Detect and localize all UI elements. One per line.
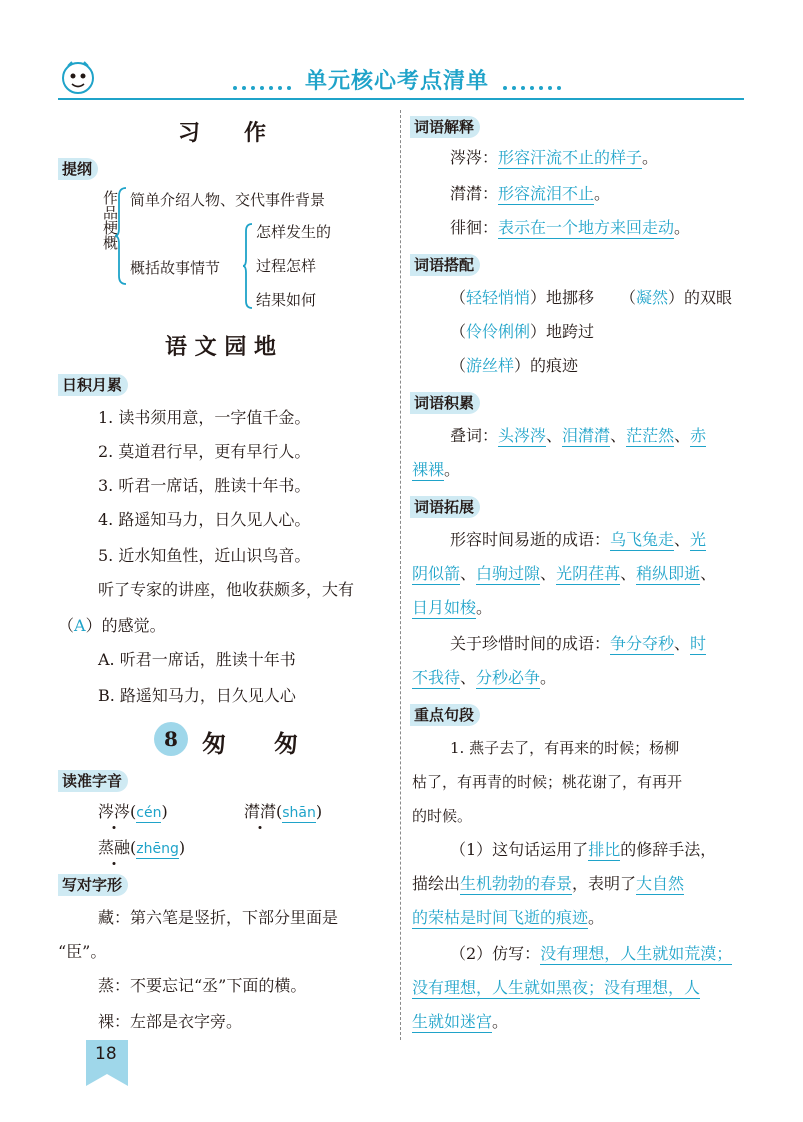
header-dots-left [232, 76, 294, 82]
zhongdian-tag: 重点句段 [410, 704, 480, 726]
colloc-4 [450, 354, 578, 378]
colloc2-paren: （ [620, 288, 637, 307]
def2-word: 潸潸： [450, 184, 499, 203]
pron3-pinyin: zhēng [136, 841, 179, 857]
shijian-label: 形容时间易逝的成语： [450, 530, 611, 549]
q2-line3: 生就如迷宫。 [412, 1012, 509, 1031]
q2-line2 [412, 976, 700, 1000]
q2-line1 [450, 942, 732, 966]
tuozhan-tag: 词语拓展 [410, 496, 480, 518]
luo-line: 裸：左部是衣字旁。 [98, 1012, 243, 1031]
q1-line1 [450, 838, 716, 862]
sent-line2: 枯了，有再青的时候；桃花谢了，有再开 [412, 773, 683, 791]
outline-item2: 概括故事情节 [130, 259, 221, 277]
dieci-3: 茫茫然 [626, 426, 675, 445]
q1-pre: （1）这句话运用了 [450, 840, 589, 859]
colloc2-rest: ）的双眼 [668, 288, 733, 307]
question-rest: ）的感觉。 [85, 616, 166, 635]
idiom-8a: 时 [690, 634, 707, 653]
header-mascot-icon [58, 58, 98, 98]
idiom-line5: 不我待、分秒必争。 [412, 668, 557, 687]
idiom-6: 日月如梭 [412, 598, 477, 617]
question-answer: A [74, 616, 86, 635]
xizuo-title: 习 作 [178, 120, 267, 146]
q2-pre: （2）仿写： [450, 944, 541, 963]
idiom-5: 稍纵即逝 [636, 564, 701, 583]
def2-text: 形容流泪不止 [498, 184, 595, 203]
idiom-2a: 光 [690, 530, 707, 549]
riji-tag: 日积月累 [58, 374, 128, 396]
idiom-4: 光阴荏苒 [556, 564, 621, 583]
idiom-line3: 日月如梭。 [412, 598, 493, 617]
colloc4-rest: ）的痕迹 [514, 356, 579, 375]
idiom-line1: 形容时间易逝的成语：乌飞兔走、光 [450, 530, 707, 549]
pron-3: 蒸融(zhēng) [98, 836, 185, 861]
colloc2-answer: 凝然 [636, 288, 669, 307]
q2-answer1: 没有理想，人生就如荒漠； [540, 944, 733, 963]
pron1-pinyin: cén [136, 805, 162, 821]
header-rule [58, 98, 744, 100]
sent-line1: 1. 燕子去了，有再来的时候；杨柳 [450, 739, 680, 757]
dieci-2: 泪潸潸 [562, 426, 611, 445]
header-dots-right [502, 76, 564, 82]
colloc1-answer: 轻轻悄悄 [466, 288, 531, 307]
pron-2: 潸潸(shān) [244, 800, 322, 825]
colloc-3 [450, 320, 594, 344]
page-number: 18 [95, 1044, 117, 1064]
outline-brace-sub [242, 222, 254, 310]
idiom-line4: 关于珍惜时间的成语：争分夺秒、时 [450, 634, 707, 653]
def-2: 潸潸：形容流泪不止。 [450, 184, 611, 203]
colloc1-paren: （ [450, 288, 467, 307]
colloc3-answer: 伶伶俐俐 [466, 322, 531, 341]
question-line2 [58, 614, 166, 638]
dapei-tag: 词语搭配 [410, 254, 480, 276]
dieci-label: 叠词： [450, 426, 499, 445]
q1-line2-mid: ，表明了 [572, 874, 637, 893]
colloc4-paren: （ [450, 356, 467, 375]
colloc-1 [450, 286, 594, 310]
dieci-line1: 叠词：头涔涔、泪潸潸、茫茫然、赤 [450, 426, 707, 445]
q1-line2 [412, 872, 684, 896]
duzhun-tag: 读准字音 [58, 770, 128, 792]
idiom-9: 分秒必争 [476, 668, 541, 687]
idiom-7: 争分夺秒 [610, 634, 675, 653]
zheng-line: 蒸：不要忘记“丞”下面的横。 [98, 976, 307, 995]
saying-4: 4. 路遥知马力，日久见人心。 [98, 510, 311, 529]
lesson-number: 8 [164, 727, 178, 751]
dieci-1: 头涔涔 [498, 426, 547, 445]
outline-root-text: 作品梗概 [101, 190, 119, 250]
q1-line3: 的荣枯是时间飞逝的痕迹。 [412, 908, 605, 927]
q1-answer3b: 的荣枯是时间飞逝的痕迹 [412, 908, 589, 927]
def1-text: 形容汗流不止的样子 [498, 148, 643, 167]
outline-sub3: 结果如何 [256, 291, 317, 309]
pron3-word: 蒸融 [98, 836, 130, 860]
question-paren: （ [58, 616, 75, 635]
pron2-pinyin: shān [282, 805, 316, 821]
cijie-tag: 词语解释 [410, 116, 480, 138]
outline-brace-main [114, 186, 128, 286]
idiom-line2: 阴似箭、白驹过隙、光阴荏苒、稍纵即逝、 [412, 564, 717, 583]
option-a: A. 听君一席话，胜读十年书 [98, 650, 296, 669]
def1-word: 涔涔： [450, 148, 499, 167]
pron-1: 涔涔(cén) [98, 800, 168, 825]
outline-sub2: 过程怎样 [256, 257, 317, 275]
q1-answer2: 生机勃勃的春景 [460, 874, 573, 893]
idiom-8b: 不我待 [412, 668, 461, 687]
option-b: B. 路遥知马力，日久见人心 [98, 686, 296, 705]
q1-answer1: 排比 [588, 840, 621, 859]
outline-item1: 简单介绍人物、交代事件背景 [130, 191, 326, 209]
dieci-line2: 裸裸。 [412, 460, 461, 479]
column-divider [400, 110, 401, 1040]
saying-1: 1. 读书须用意，一字值千金。 [98, 408, 311, 427]
colloc-2 [620, 286, 732, 310]
saying-3: 3. 听君一席话，胜读十年书。 [98, 476, 311, 495]
colloc3-paren: （ [450, 322, 467, 341]
def3-text: 表示在一个地方来回走动 [498, 218, 675, 237]
lesson-number-badge [154, 722, 188, 756]
outline-sub1: 怎样发生的 [256, 223, 332, 241]
pron1-word: 涔涔 [98, 800, 130, 824]
def-3: 徘徊：表示在一个地方来回走动。 [450, 218, 691, 237]
dieci-4a: 赤 [690, 426, 707, 445]
zhenxi-label: 关于珍惜时间的成语： [450, 634, 611, 653]
colloc3-rest: ）地跨过 [530, 322, 595, 341]
saying-5: 5. 近水知鱼性，近山识鸟音。 [98, 546, 311, 565]
jilei-tag: 词语积累 [410, 392, 480, 414]
q1-line2-pre: 描绘出 [412, 874, 461, 893]
colloc4-answer: 游丝样 [466, 356, 515, 375]
idiom-3: 白驹过隙 [476, 564, 541, 583]
xiedui-tag: 写对字形 [58, 874, 128, 896]
saying-2: 2. 莫道君行早，更有早行人。 [98, 442, 311, 461]
dieci-4b: 裸裸 [412, 460, 445, 479]
idiom-2b: 阴似箭 [412, 564, 461, 583]
sent-line3: 的时候。 [412, 807, 473, 825]
question-line1: 听了专家的讲座，他收获颇多，大有 [98, 580, 355, 599]
colloc1-rest: ）地挪移 [530, 288, 595, 307]
pron2-word: 潸潸 [244, 800, 276, 824]
def3-word: 徘徊： [450, 218, 499, 237]
lesson-title: 匆 匆 [202, 729, 298, 758]
idiom-1: 乌飞兔走 [610, 530, 675, 549]
q1-answer3a: 大自然 [636, 874, 685, 893]
header-title: 单元核心考点清单 [305, 69, 490, 94]
tigang-tag: 提纲 [58, 158, 98, 180]
q2-answer3: 生就如迷宫 [412, 1012, 493, 1031]
def-1: 涔涔：形容汗流不止的样子。 [450, 148, 659, 167]
q2-answer2: 没有理想，人生就如黑夜；没有理想，人 [412, 978, 701, 997]
zang-line1: 藏：第六笔是竖折，下部分里面是 [98, 908, 339, 927]
yuwen-title: 语 文 园 地 [165, 334, 276, 360]
q1-mid: 的修辞手法， [620, 840, 717, 859]
zang-line2: “臣”。 [58, 942, 107, 961]
